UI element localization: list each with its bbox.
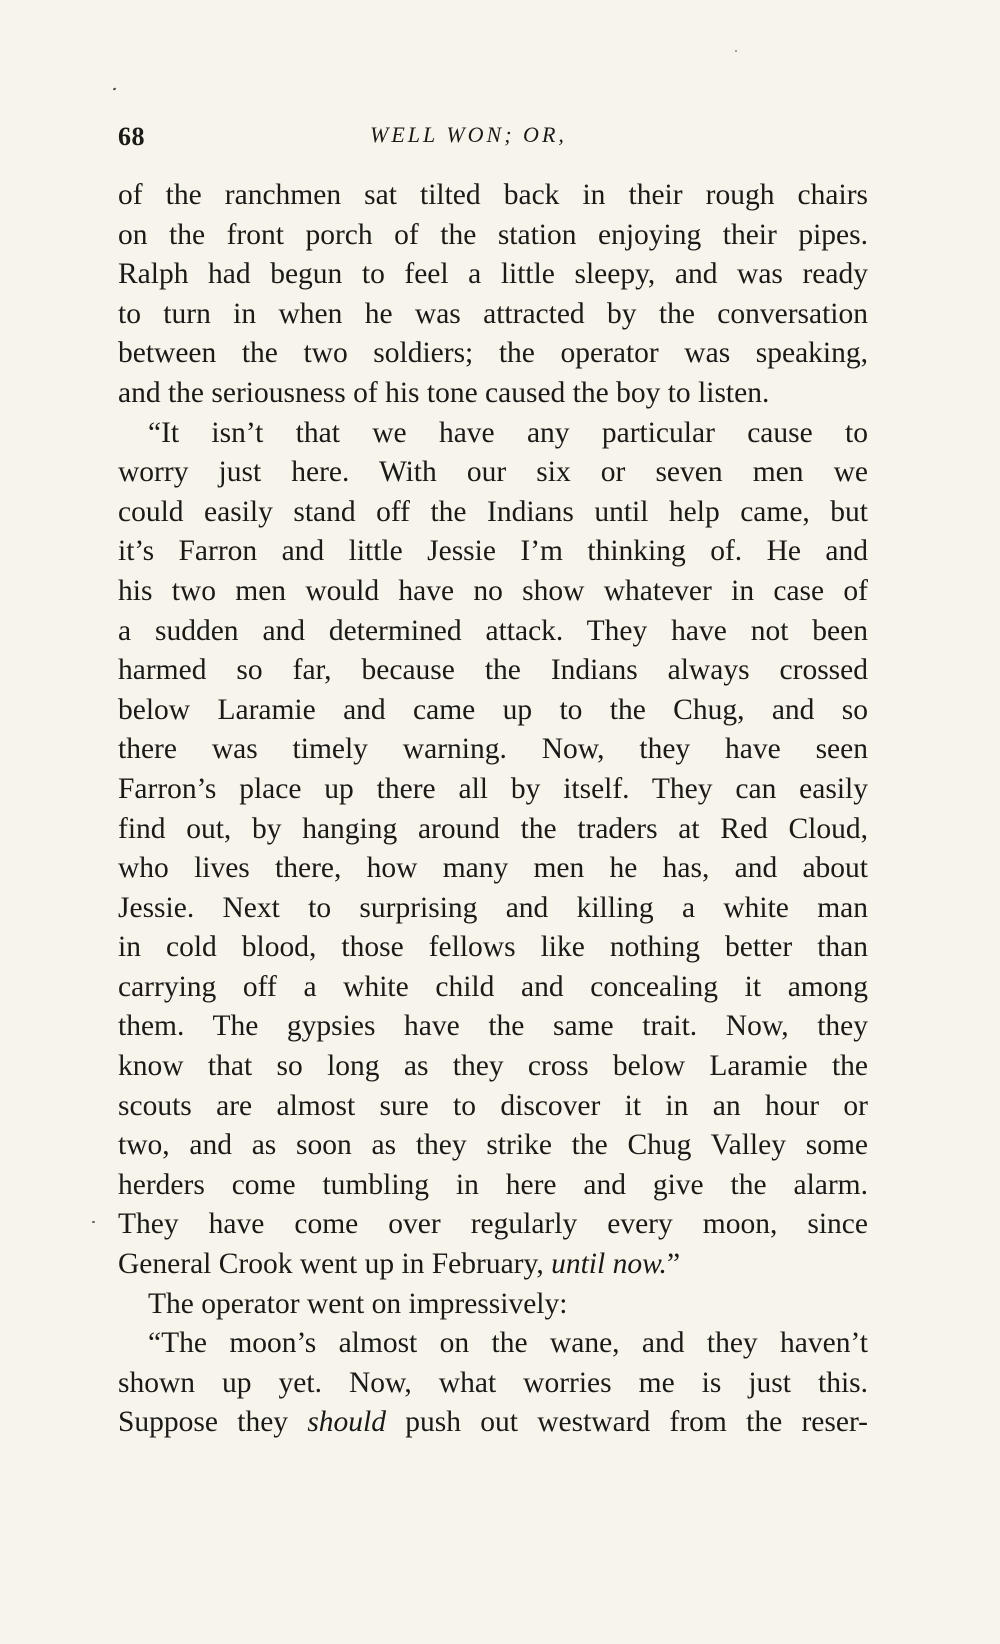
ink-speck (92, 1221, 95, 1223)
text-line-with-emphasis (118, 1245, 868, 1285)
text-line: find out, by hanging around the traders at Red Cloud, (118, 812, 868, 845)
text-line: Jessie. Next to surprising and killing a white man (118, 891, 868, 924)
text-segment: General Crook went up in February, (118, 1248, 552, 1281)
text-line: scouts are almost sure to discover it in an hour or (118, 1089, 868, 1122)
text-line: two, and as soon as they strike the Chug Valley some (118, 1129, 868, 1162)
text-line: know that so long as they cross below Laramie the (118, 1050, 868, 1083)
text-line: “The moon’s almost on the wane, and they haven’t (148, 1327, 868, 1360)
emphasis: should (307, 1406, 386, 1439)
text-line: and the seriousness of his tone caused the boy to listen. (118, 376, 770, 409)
text-line: them. The gypsies have the same trait. Now, they (118, 1010, 868, 1043)
text-line: to turn in when he was attracted by the conversation (118, 297, 868, 330)
text-line: a sudden and determined attack. They have not been (118, 614, 868, 647)
ink-speck (735, 50, 738, 53)
text-line: Farron’s place up there all by itself. They can easily (118, 772, 868, 805)
text-line: harmed so far, because the Indians always crossed (118, 654, 868, 687)
text-line: who lives there, how many men he has, and about (118, 852, 868, 885)
text-line-with-emphasis (118, 1403, 868, 1443)
text-line: on the front porch of the station enjoying their pipes. (118, 218, 868, 251)
text-segment: ” (666, 1248, 681, 1281)
body-text (118, 176, 868, 1443)
text-line: his two men would have no show whatever in case of (118, 574, 868, 607)
text-line: The operator went on impressively: (148, 1287, 568, 1320)
text-line: herders come tumbling in here and give the alarm. (118, 1168, 868, 1201)
text-line: worry just here. With our six or seven men we (118, 456, 868, 489)
text-line: could easily stand off the Indians until help came, but (118, 495, 868, 528)
page-header (118, 122, 870, 162)
text-line: carrying off a white child and concealing it among (118, 970, 868, 1003)
text-segment: push out westward from the reser- (386, 1406, 868, 1439)
text-line: “It isn’t that we have any particular cause to (148, 416, 868, 449)
page-number: 68 (118, 122, 145, 151)
text-line: below Laramie and came up to the Chug, and so (118, 693, 868, 726)
text-line: it’s Farron and little Jessie I’m thinking of. He and (118, 535, 868, 568)
text-line: there was timely warning. Now, they have seen (118, 733, 868, 766)
text-line: They have come over regularly every moon, since (118, 1208, 868, 1241)
emphasis: until now. (551, 1248, 667, 1281)
text-line: between the two soldiers; the operator was speaking, (118, 337, 868, 370)
running-head: WELL WON; OR, (370, 122, 567, 147)
text-line: shown up yet. Now, what worries me is just this. (118, 1366, 868, 1399)
ink-speck (113, 87, 117, 90)
text-segment: Suppose they (118, 1406, 308, 1439)
text-line: of the ranchmen sat tilted back in their rough chairs (118, 179, 868, 211)
text-line: Ralph had begun to feel a little sleepy, and was ready (118, 258, 868, 291)
text-line: in cold blood, those fellows like nothing better than (118, 931, 868, 964)
